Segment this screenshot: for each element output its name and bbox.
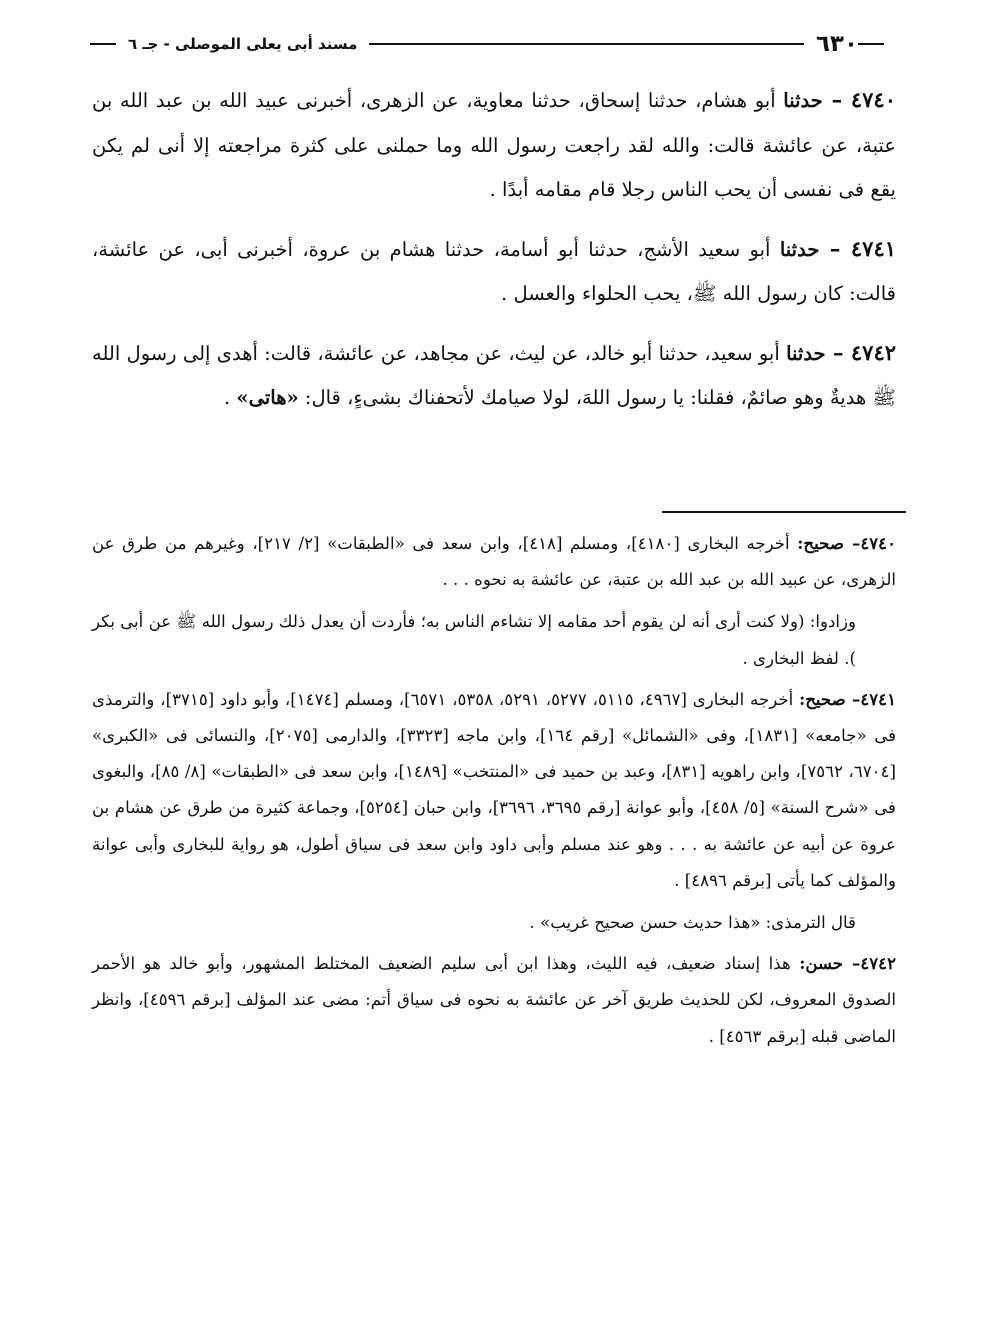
hadith-end: .: [223, 386, 231, 409]
footnote-separator: [662, 511, 906, 513]
footnote-grade: صحيح:: [799, 688, 846, 709]
footnotes-section: [92, 525, 896, 1055]
footnote-4740: ٤٧٤٠– صحيح: أخرجه البخارى [٤١٨٠]، ومسلم [٤١٨]، وابن سعد فى «الطبقات» [٢/ ٢١٧]، وغيرهم من طرق عن الزهرى، عن عبيد الله بن عبد الله بن عتبة، عن عائشة به نحوه . . .: [92, 533, 896, 590]
hadith-body: أبو هشام، حدثنا إسحاق، حدثنا معاوية، عن الزهرى، أخبرنى عبيد الله بن عبد الله بن عتبة، عن عائشة قالت: والله لقد راجعت رسول الله وما حملنى على كثرة مراجعته إلا أنى لم يكن يقع فى نفسى أن يحب الناس رجلا قام مقامه أبدًا .: [92, 89, 896, 201]
hadith-body: أبو سعيد، حدثنا أبو خالد، عن ليث، عن مجاهد، عن عائشة، قالت: أهدى إلى رسول الله ﷺ هديةٌ وهو صائمٌ، فقلنا: يا رسول اللهَ، لولا صيامك لأتحفناك بشىءٍ، قال:: [92, 341, 896, 409]
footnote-number: ٤٧٤١: [860, 688, 896, 709]
header-rule-left: [90, 43, 116, 45]
footnote-4741: ٤٧٤١– صحيح: أخرجه البخارى [٤٩٦٧، ٥١١٥، ٥٢٧٧، ٥٢٩١، ٥٣٥٨، ٦٥٧١]، ومسلم [١٤٧٤]، وأبو داود [٣٧١٥]، والترمذى فى «جامعه» [١٨٣١]، وفى «الشمائل» [رقم ١٦٤]، وابن ماجه [٣٣٢٣]، والدارمى [٢٠٧٥]، والنسائى فى «الكبرى» [٦٧٠٤، ٧٥٦٢]، وابن راهويه [٨٣١]، وعبد بن حميد فى «المنتخب» [١٤٨٩]، وابن سعد فى «الطبقات» [٨/ ٨٥]، والبغوى فى «شرح السنة» [٥/ ٤٥٨]، وأبو عوانة [رقم ٣٦٩٥، ٣٦٩٦]، وابن حبان [٥٢٥٤]، وجماعة كثيرة من طرق عن هشام بن عروة عن أبيه عن عائشة به . . . وهو عند مسلم وأبى داود وابن سعد فى سياق أطول، هو رواية للبخارى وأبى عوانة والمؤلف كما يأتى [برقم ٤٨٩٦] .: [92, 688, 897, 890]
hadith-4742: ٤٧٤٢ – حدثنا أبو سعيد، حدثنا أبو خالد، عن ليث، عن مجاهد، عن عائشة، قالت: أهدى إلى رسول الله ﷺ هديةٌ وهو صائمٌ، فقلنا: يا رسول اللهَ، لولا صيامك لأتحفناك بشىءٍ، قال: «هاتى» .: [92, 339, 897, 409]
hadith-number: ٤٧٤١: [850, 235, 897, 261]
hadith-body: أبو سعيد الأشج، حدثنا أبو أسامة، حدثنا هشام بن عروة، أخبرنى أبى، عن عائشة، قالت: كان رسول الله ﷺ، يحب الحلواء والعسل .: [92, 237, 896, 305]
footnote-body: أخرجه البخارى [٤١٨٠]، ومسلم [٤١٨]، وابن سعد فى «الطبقات» [٢/ ٢١٧]، وغيرهم من طرق عن الزهرى، عن عبيد الله بن عبد الله بن عتبة، عن عائشة به نحوه . . .: [92, 534, 896, 590]
hadith-text-section: [92, 78, 896, 435]
hadith-number: ٤٧٤٢: [850, 339, 897, 365]
hadith-4741: ٤٧٤١ – حدثنا أبو سعيد الأشج، حدثنا أبو أسامة، حدثنا هشام بن عروة، أخبرنى أبى، عن عائشة، قالت: كان رسول الله ﷺ، يحب الحلواء والعسل .: [92, 235, 897, 305]
footnote-continuation: وزادوا: (ولا كنت أرى أنه لن يقوم أحد مقامه إلا تشاءم الناس به؛ فأردت أن يعدل ذلك رسول الله ﷺ عن أبى بكر ). لفظ البخارى .: [92, 612, 856, 668]
header-rule-right: [858, 43, 884, 45]
footnote-number: ٤٧٤٠: [860, 533, 896, 553]
header-rule-middle: [369, 43, 804, 45]
footnote-4742: ٤٧٤٢– حسن: هذا إسناد ضعيف، فيه الليث، وهذا ابن أبى سليم الضعيف المختلط المشهور، وأبو خالد هو الأحمر الصدوق المعروف، لكن للحديث طريق آخر عن عائشة به نحوه فى سياق أتم: مضى عند المؤلف [برقم ٤٥٩٦]، وانظر الماضى قبله [برقم ٤٥٦٣] .: [92, 953, 896, 1046]
hadith-4740: ٤٧٤٠ – حدثنا أبو هشام، حدثنا إسحاق، حدثنا معاوية، عن الزهرى، أخبرنى عبيد الله بن عبد الله بن عتبة، عن عائشة قالت: والله لقد راجعت رسول الله وما حملنى على كثرة مراجعته إلا أنى لم يكن يقع فى نفسى أن يحب الناس رجلا قام مقامه أبدًا .: [92, 87, 896, 201]
footnote-grade: حسن:: [799, 953, 844, 974]
page-header: [90, 26, 896, 62]
hadith-number: ٤٧٤٠: [850, 87, 896, 112]
page-number: ٦٣٠: [815, 31, 858, 57]
book-title: مسند أبى يعلى الموصلى - جـ ٦: [128, 35, 358, 53]
hadith-quote: «هاتى»: [236, 386, 299, 409]
footnote-grade: صحيح:: [797, 533, 844, 553]
hadith-lead: حدثنا: [786, 341, 826, 365]
footnote-continuation: قال الترمذى: «هذا حديث حسن صحيح غريب» .: [529, 913, 856, 933]
footnote-number: ٤٧٤٢: [860, 953, 896, 974]
footnote-body: هذا إسناد ضعيف، فيه الليث، وهذا ابن أبى سليم الضعيف المختلط المشهور، وأبو خالد هو الأحمر الصدوق المعروف، لكن للحديث طريق آخر عن عائشة به نحوه فى سياق أتم: مضى عند المؤلف [برقم ٤٥٩٦]، وانظر الماضى قبله [برقم ٤٥٦٣] .: [92, 954, 896, 1046]
footnote-body: أخرجه البخارى [٤٩٦٧، ٥١١٥، ٥٢٧٧، ٥٢٩١، ٥٣٥٨، ٦٥٧١]، ومسلم [١٤٧٤]، وأبو داود [٣٧١٥]، والترمذى فى «جامعه» [١٨٣١]، وفى «الشمائل» [رقم ١٦٤]، وابن ماجه [٣٣٢٣]، والدارمى [٢٠٧٥]، والنسائى فى «الكبرى» [٦٧٠٤، ٧٥٦٢]، وابن راهويه [٨٣١]، وعبد بن حميد فى «المنتخب» [١٤٨٩]، وابن سعد فى «الطبقات» [٨/ ٨٥]، والبغوى فى «شرح السنة» [٥/ ٤٥٨]، وأبو عوانة [رقم ٣٦٩٥، ٣٦٩٦]، وابن حبان [٥٢٥٤]، وجماعة كثيرة من طرق عن هشام بن عروة عن أبيه عن عائشة به . . . وهو عند مسلم وأبى داود وابن سعد فى سياق أطول، هو رواية للبخارى وأبى عوانة والمؤلف كما يأتى [برقم ٤٨٩٦] .: [92, 689, 897, 890]
hadith-lead: حدثنا: [783, 89, 823, 112]
hadith-lead: حدثنا: [779, 237, 820, 261]
